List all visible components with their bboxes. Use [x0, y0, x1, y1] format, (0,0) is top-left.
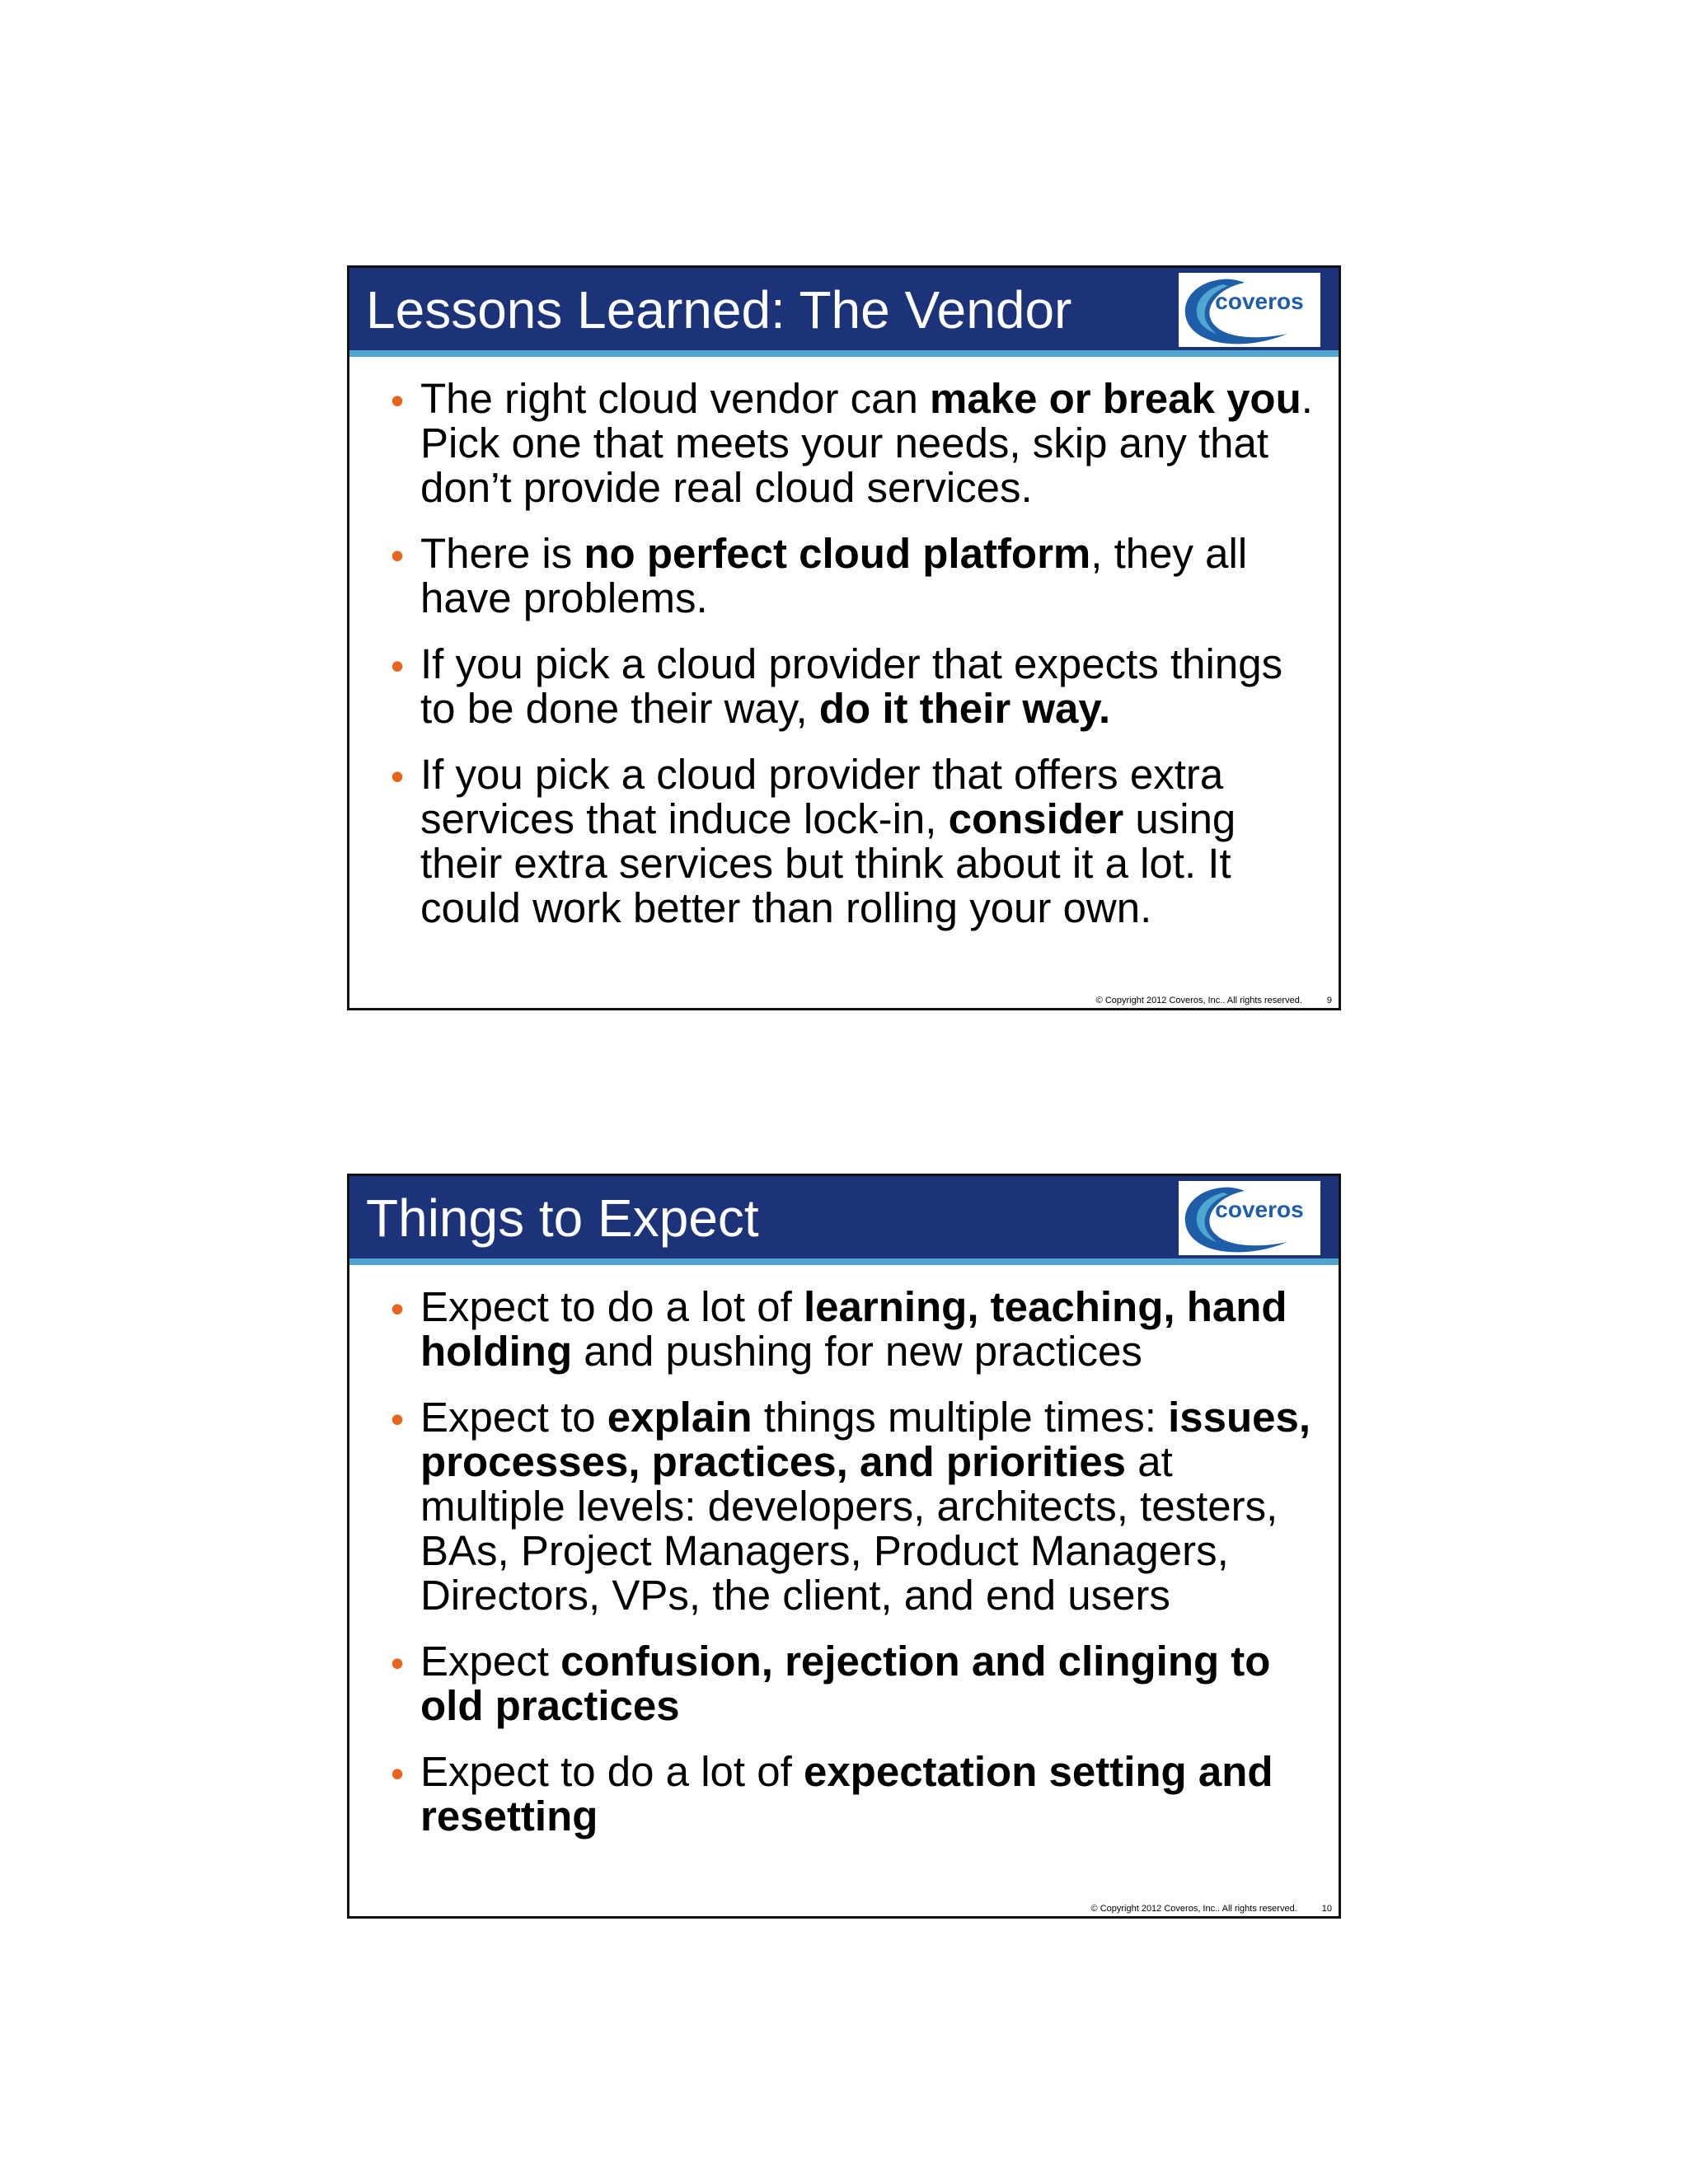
slide-title: Things to Expect	[366, 1188, 759, 1248]
slide-title: Lessons Learned: The Vendor	[366, 280, 1072, 340]
bullet-item	[391, 377, 1314, 510]
copyright-text: © Copyright 2012 Coveros, Inc.. All rights reserved.	[1090, 1904, 1297, 1914]
bullet-list	[391, 377, 1314, 952]
header-rule	[349, 1258, 1339, 1265]
bullet-text: Expect	[420, 1638, 561, 1685]
bullet-dot-icon: •	[391, 379, 405, 422]
coveros-logo-icon	[1179, 273, 1320, 347]
slide-things-to-expect	[347, 1174, 1341, 1919]
coveros-logo	[1179, 273, 1320, 347]
bullet-text-bold: explain	[607, 1394, 753, 1441]
bullet-dot-icon: •	[391, 1398, 405, 1441]
bullet-item	[391, 1285, 1314, 1374]
page-number: 10	[1321, 1904, 1332, 1914]
bullet-text-bold: make or break you	[930, 375, 1301, 422]
copyright-text: © Copyright 2012 Coveros, Inc.. All rights reserved.	[1095, 996, 1302, 1005]
bullet-item	[391, 1750, 1314, 1839]
slide-header	[349, 268, 1339, 350]
bullet-text: If you pick a cloud provider that expects things to be done their way,	[420, 640, 1283, 732]
bullet-dot-icon: •	[391, 534, 405, 577]
bullet-text-bold: consider	[948, 795, 1124, 842]
bullet-item	[391, 1639, 1314, 1728]
slide-footer	[1096, 995, 1332, 1006]
slide-lessons-learned	[347, 265, 1341, 1010]
bullet-text-bold: issues, processes, practices, and priorities	[420, 1394, 1311, 1485]
bullet-text: things multiple times:	[752, 1394, 1169, 1441]
bullet-text: Expect to do a lot of	[420, 1748, 804, 1795]
bullet-text: . Pick one that meets your needs, skip any that don’t provide real cloud services.	[420, 375, 1313, 511]
bullet-text: There is	[420, 530, 584, 577]
bullet-item	[391, 642, 1314, 731]
bullet-dot-icon: •	[391, 755, 405, 798]
header-rule	[349, 350, 1339, 357]
slide-header	[349, 1176, 1339, 1258]
page-number: 9	[1326, 996, 1332, 1005]
bullet-text-bold: no perfect cloud platform	[584, 530, 1091, 577]
bullet-text: Expect to	[420, 1394, 607, 1441]
bullet-item	[391, 532, 1314, 621]
bullet-text-bold: expectation setting and resetting	[420, 1748, 1273, 1840]
bullet-text: Expect to do a lot of	[420, 1283, 804, 1330]
coveros-logo	[1179, 1181, 1320, 1255]
bullet-text-bold: do it their way.	[818, 685, 1111, 732]
logo-text: coveros	[1215, 288, 1304, 314]
logo-text: coveros	[1215, 1197, 1304, 1222]
bullet-text: , they all have problems.	[420, 530, 1248, 621]
bullet-text: and pushing for new practices	[572, 1328, 1142, 1375]
bullet-item	[391, 752, 1314, 930]
bullet-text: at multiple levels: developers, architects, testers, BAs, Project Managers, Product Managers, Directors, VPs, the client, and end users	[420, 1438, 1278, 1619]
bullet-dot-icon: •	[391, 1287, 405, 1330]
bullet-dot-icon: •	[391, 1642, 405, 1685]
bullet-list	[391, 1285, 1314, 1860]
bullet-item	[391, 1395, 1314, 1618]
bullet-text: The right cloud vendor can	[420, 375, 931, 422]
coveros-logo-icon	[1179, 1181, 1320, 1255]
bullet-text-bold: confusion, rejection and clinging to old practices	[420, 1638, 1271, 1729]
bullet-dot-icon: •	[391, 1752, 405, 1795]
bullet-dot-icon: •	[391, 644, 405, 687]
slide-footer	[1091, 1903, 1332, 1915]
bullet-text: using their extra services but think about it a lot. It could work better than rolling your own.	[420, 795, 1236, 931]
bullet-text: If you pick a cloud provider that offers extra services that induce lock-in,	[420, 751, 1224, 842]
bullet-text-bold: learning, teaching, hand holding	[420, 1283, 1287, 1375]
